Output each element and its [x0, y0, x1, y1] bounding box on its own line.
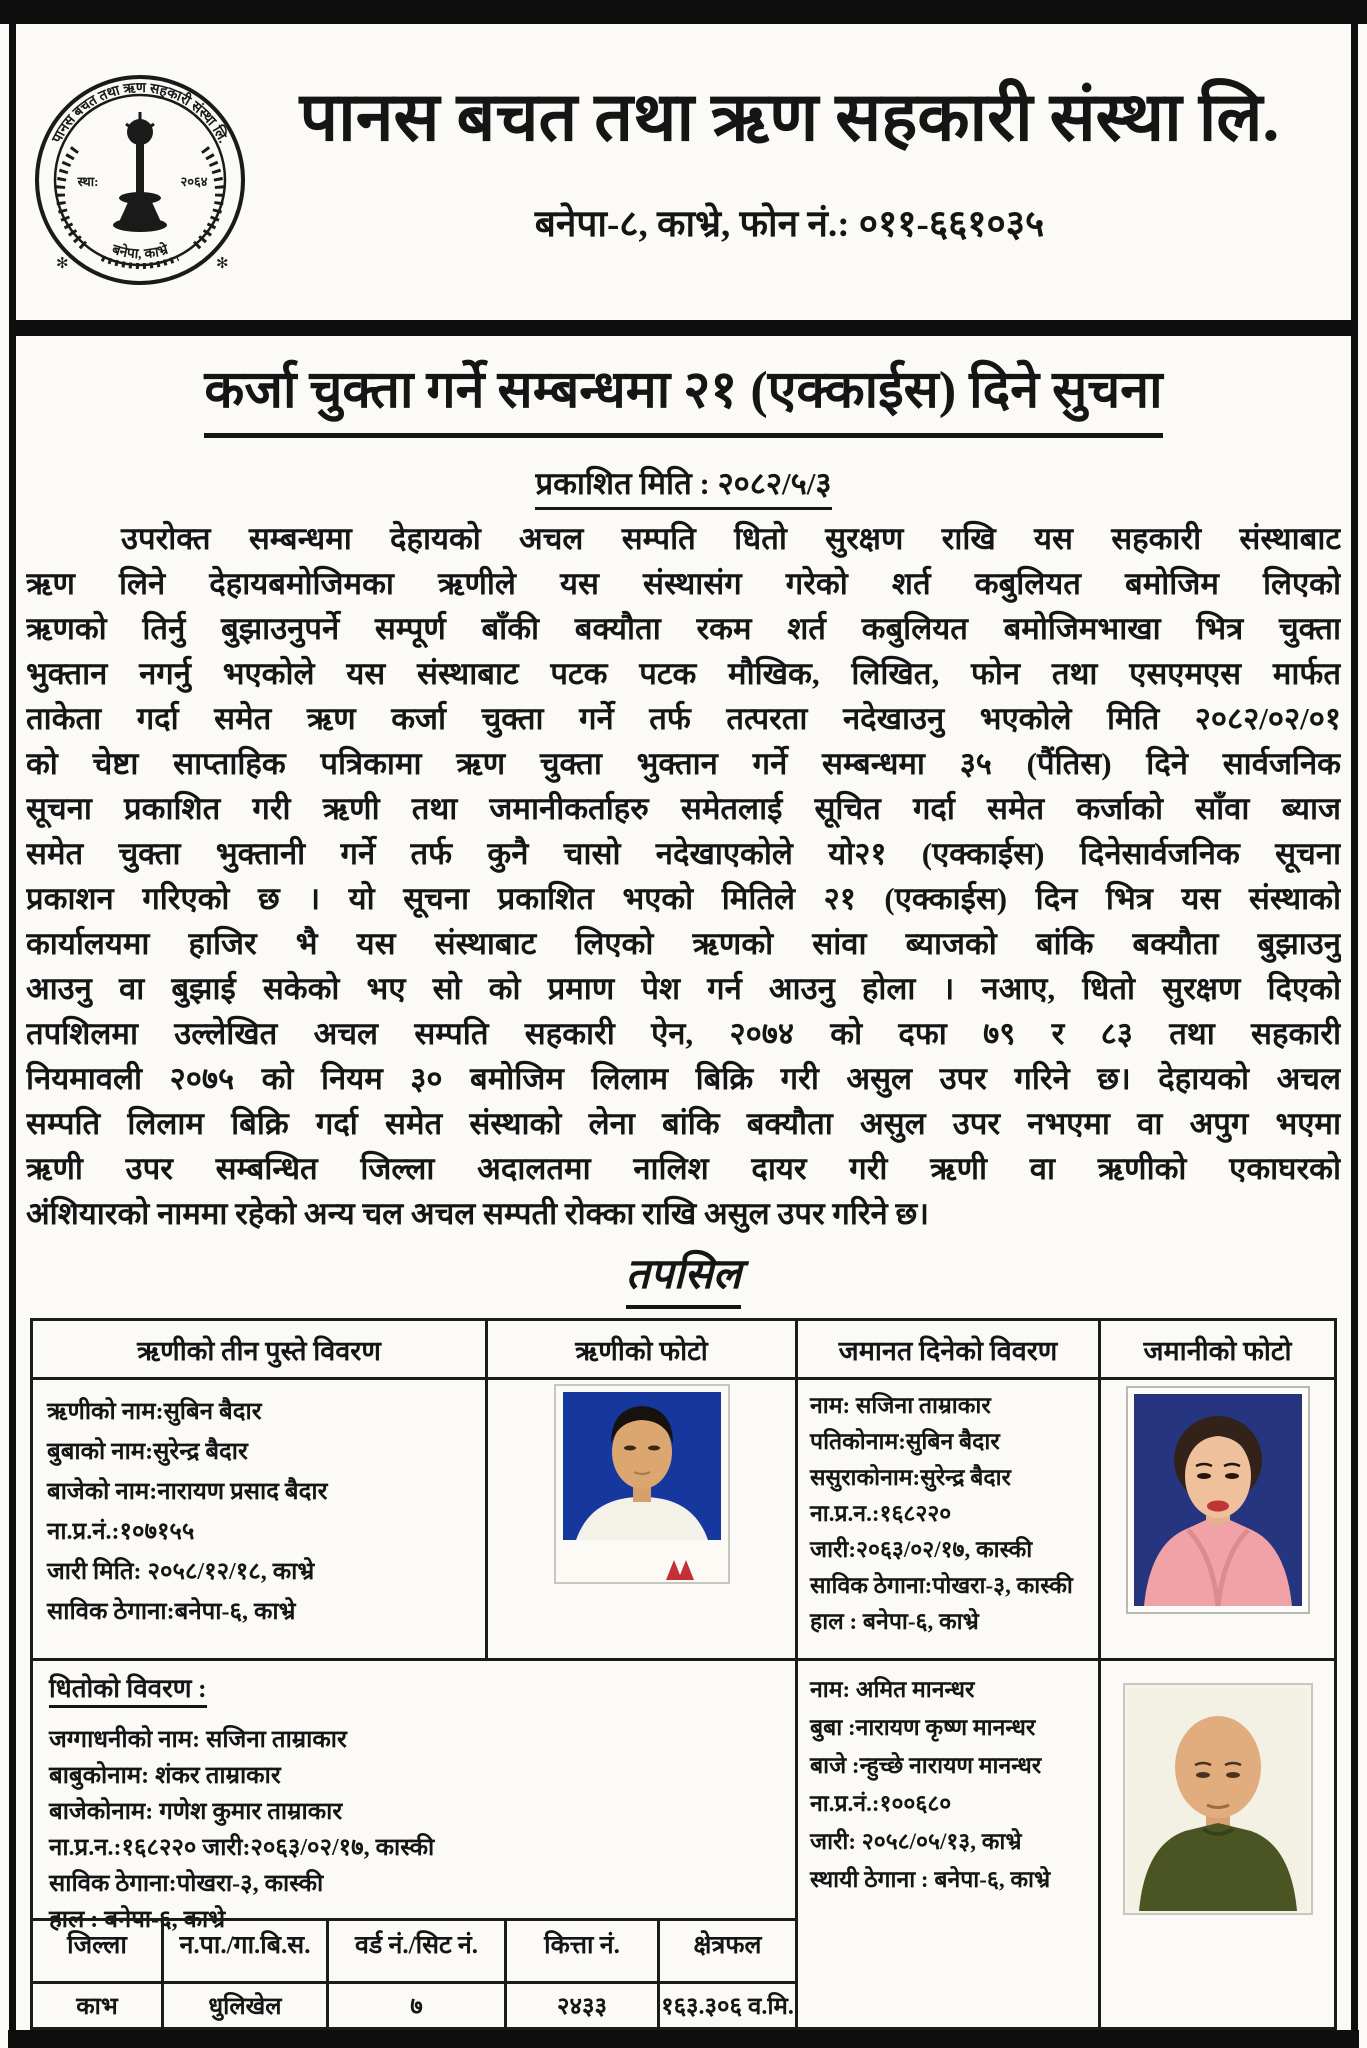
body-line: कार्यालयमा हाजिर भै यस संस्थाबाट लिएको ऋणको सांवा ब्याजको बांकि बक्यौता बुझाउनु — [26, 926, 1341, 961]
published-date-row — [20, 462, 1347, 510]
body-line: आउनु वा बुझाई सकेको भए सो को प्रमाण पेश गर्न आउनु होला । नआए, धितो सुरक्षण दिएको — [26, 971, 1341, 1006]
column-header-guarantor-details: जमानत दिनेको विवरण — [795, 1318, 1101, 1380]
guarantor2-grandfather-name: बाजे :न्हुच्छे नारायण मानन्धर — [810, 1753, 1042, 1778]
landowner-current-address: हाल : बनेपा-६, काभ्रे — [49, 1907, 226, 1933]
column-header-borrower-photo: ऋणीको फोटो — [485, 1318, 798, 1380]
land-header-area: क्षेत्रफल — [657, 1918, 798, 1984]
borrower-name: ऋणीको नाम:सुबिन बैदार — [47, 1399, 262, 1425]
land-value-plot-no: २४३३ — [504, 1981, 660, 2030]
published-date: प्रकाशित मिति : २०८२/५/३ — [535, 462, 831, 510]
organization-name: पानस बचत तथा ऋण सहकारी संस्था लि. — [299, 79, 1280, 155]
body-line: तपशिलमा उल्लेखित अचल सम्पति सहकारी ऐन, २०७४ को दफा ७९ र ८३ तथा सहकारी — [26, 1016, 1341, 1051]
land-header-ward-sheet-no: वर्ड नं./सिट नं. — [326, 1918, 507, 1984]
notice-title: कर्जा चुक्ता गर्ने सम्बन्धमा २१ (एक्काईस) दिने सुचना — [204, 352, 1162, 438]
body-line: नियमावली २०७५ को नियम ३० बमोजिम लिलाम बिक्रि गरी असुल उपर गरिने छ। देहायको अचल — [26, 1061, 1341, 1096]
land-header-municipality: न.पा./गा.बि.स. — [161, 1918, 329, 1984]
land-value-district: काभ — [30, 1981, 164, 2030]
borrower-former-address: साविक ठेगाना:बनेपा-६, काभ्रे — [47, 1599, 296, 1625]
guarantor2-issue-date: जारी: २०५८/०५/१३, काभ्रे — [810, 1829, 1022, 1854]
bottom-border-bar — [8, 2030, 1359, 2048]
body-line: सूचना प्रकाशित गरी ऋणी तथा जमानीकर्ताहरु समेतलाई सूचित गर्दा समेत कर्जाको साँवा ब्याज — [26, 791, 1341, 826]
guarantor1-current-address: हाल : बनेपा-६, काभ्रे — [810, 1609, 979, 1634]
organization-address: बनेपा-८, काभ्रे, फोन नं.: ०११-६६१०३५ — [534, 204, 1045, 245]
guarantor2-details-cell — [795, 1658, 1101, 2030]
guarantor1-name: नाम: सजिना ताम्राकार — [810, 1393, 991, 1418]
guarantor2-father-name: बुबा :नारायण कृष्ण मानन्धर — [810, 1715, 1036, 1740]
tapsil-table — [30, 1318, 1337, 2030]
column-header-borrower-details: ऋणीको तीन पुस्ते विवरण — [30, 1318, 488, 1380]
tapsil-heading-row — [20, 1244, 1347, 1309]
body-line: अंशियारको नाममा रहेको अन्य चल अचल सम्पती रोक्का राखि असुल उपर गरिने छ। — [26, 1196, 929, 1231]
land-header-district: जिल्ला — [30, 1918, 164, 1984]
guarantor2-photo — [1123, 1683, 1313, 1915]
body-line: ऋण लिने देहायबमोजिमका ऋणीले यस संस्थासंग गरेको शर्त कबुलियत बमोजिम लिएको — [26, 566, 1341, 601]
seal-star-left: ✻ — [56, 256, 69, 272]
guarantor2-permanent-address: स्थायी ठेगाना : बनेपा-६, काभ्रे — [810, 1867, 1051, 1892]
guarantor2-photo-cell — [1098, 1658, 1337, 2030]
borrower-grandfather-name: बाजेको नाम:नारायण प्रसाद बैदार — [47, 1479, 328, 1505]
borrower-details-cell — [30, 1377, 488, 1661]
seal-bottom-text: बनेपा, काभ्रे — [110, 242, 170, 263]
header-separator-rule — [9, 320, 1358, 336]
tapsil-heading: तपसिल — [626, 1244, 742, 1309]
landowner-name: जग्गाधनीको नाम: सजिना ताम्राकार — [49, 1727, 347, 1753]
land-header-plot-no: कित्ता नं. — [504, 1918, 660, 1984]
borrower-photo-cell — [485, 1377, 798, 1661]
guarantor2-citizenship-no: ना.प्र.नं.:१००६८० — [810, 1791, 952, 1816]
body-line: भुक्तान नगर्नु भएकोले यस संस्थाबाट पटक पटक मौखिक, लिखित, फोन तथा एसएमएस मार्फत — [26, 656, 1341, 691]
borrower-citizenship-no: ना.प्र.नं.:१०७१५५ — [47, 1519, 195, 1545]
body-line: सम्पति लिलाम बिक्रि गर्दा समेत संस्थाको लेना बांकि बक्यौता असुल उपर नभएमा वा अपुग भएमा — [26, 1106, 1341, 1141]
landowner-citizenship-issue: ना.प्र.न.:१६८२२० जारी:२०६३/०२/१७, कास्की — [49, 1835, 435, 1861]
body-line: को चेष्टा साप्ताहिक पत्रिकामा ऋण चुक्ता भुक्तान गर्ने सम्बन्धमा ३५ (पैंतिस) दिने सार्वजनिक — [26, 746, 1341, 781]
borrower-issue-date: जारी मिति: २०५८/१२/१८, काभ्रे — [47, 1559, 315, 1585]
guarantor1-former-address: साविक ठेगाना:पोखरा-३, कास्की — [810, 1573, 1073, 1598]
guarantor1-citizenship-no: ना.प्र.न.:१६८२२० — [810, 1501, 952, 1526]
column-header-guarantor-photo: जमानीको फोटो — [1098, 1318, 1337, 1380]
body-line: ऋणको तिर्नु बुझाउनुपर्ने सम्पूर्ण बाँकी बक्यौता रकम शर्त कबुलियत बमोजिमभाखा भित्र चुक्ता — [26, 611, 1341, 646]
guarantor2-name: नाम: अमित मानन्धर — [810, 1677, 975, 1702]
guarantor1-photo-cell — [1098, 1377, 1337, 1661]
land-value-ward-sheet-no: ७ — [326, 1981, 507, 2030]
notice-body — [26, 516, 1341, 1236]
borrower-photo — [554, 1384, 730, 1584]
seal-estd-year: २०६४ — [180, 174, 208, 189]
organization-seal — [32, 36, 252, 320]
body-line: प्रकाशन गरिएको छ । यो सूचना प्रकाशित भएको मितिले २१ (एक्काईस) दिन भित्र यस संस्थाको — [26, 881, 1341, 916]
body-line: समेत चुक्ता भुक्तानी गर्ने तर्फ कुनै चासो नदेखाएकोले यो२१ (एक्काईस) दिनेसार्वजनिक सूचना — [26, 836, 1341, 871]
borrower-father-name: बुबाको नाम:सुरेन्द्र बैदार — [47, 1439, 248, 1465]
landowner-father-name: बाबुकोनाम: शंकर ताम्राकार — [49, 1763, 281, 1789]
notice-title-row — [20, 352, 1347, 438]
land-value-area: १६३.३०६ व.मि. — [657, 1981, 798, 2030]
body-line: ऋणी उपर सम्बन्धित जिल्ला अदालतमा नालिश दायर गरी ऋणी वा ऋणीको एकाघरको — [26, 1151, 1341, 1186]
seal-estd-label: स्था: — [77, 174, 99, 189]
guarantor1-fatherinlaw-name: ससुराकोनाम:सुरेन्द्र बैदार — [810, 1465, 1011, 1490]
mortgage-title: धितोको विवरण : — [49, 1669, 207, 1708]
mortgage-details-cell — [30, 1658, 798, 1933]
guarantor1-details-cell — [795, 1377, 1101, 1661]
body-line: उपरोक्त सम्बन्धमा देहायको अचल सम्पति धितो सुरक्षण राखि यस सहकारी संस्थाबाट — [121, 521, 1341, 556]
land-value-municipality: धुलिखेल — [161, 1981, 329, 2030]
landowner-former-address: साविक ठेगाना:पोखरा-३, कास्की — [49, 1871, 324, 1897]
body-line: ताकेता गर्दा समेत ऋण कर्जा चुक्ता गर्ने तर्फ तत्परता नदेखाउनु भएकोले मिति २०८२/०२/०१ — [26, 701, 1341, 736]
guarantor1-issue-date: जारी:२०६३/०२/१७, कास्की — [810, 1537, 1033, 1562]
panas-lamp-icon — [113, 112, 167, 232]
guarantor1-photo — [1126, 1386, 1310, 1614]
guarantor1-husband-name: पतिकोनाम:सुबिन बैदार — [810, 1429, 1000, 1454]
seal-top-text: पानस बचत तथा ऋण सहकारी संस्था लि. — [49, 81, 231, 146]
landowner-grandfather-name: बाजेकोनाम: गणेश कुमार ताम्राकार — [49, 1799, 343, 1825]
seal-star-right: ✻ — [216, 256, 229, 272]
top-border-bar — [0, 0, 1367, 24]
